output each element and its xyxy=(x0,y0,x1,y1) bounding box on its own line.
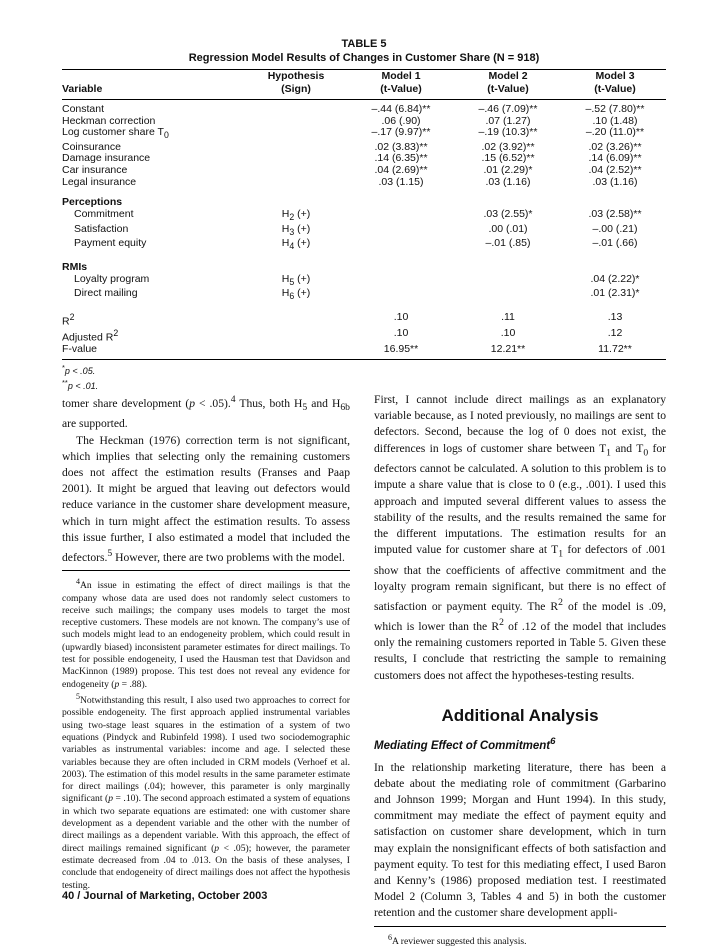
footnote-separator xyxy=(62,570,350,571)
page-footer: 40 / Journal of Marketing, October 2003 xyxy=(62,890,268,902)
footnotes xyxy=(374,932,666,948)
footnote-5: $^5$Notwithstanding this result, I also used two approaches to correct for possible endogeneity. The first approach applied instrumental variables using two-stage least squares in the estimation of a system of two equations (Pindyck and Rubinfeld 1998). I used two sociodemographic variables as instrumental variables: income and age. I selected these variables because they are often included in CRM models (Verhoef et al. 2003). The estimation of this model results in the same parameter estimate for direct mailings (.04); however, this parameter is only marginally significant (p = .10). The second approach estimated a system of equations in which two separate equations are estimated: one with customer share development as a dependent variable and the other with the number of direct mailings as a dependent variable. With this approach, the effect of direct mailings remained significant (p < .05); however, the parameter estimate decreased from .04 to .013. On the basis of these analyses, I conclude that endogeneity of direct mailings does not affect the hypothesis testing. xyxy=(62,691,351,891)
body-paragraph: In the relationship marketing literature, there has been a debate about the mediating role of commitment (Garbarino and Johnson 1999; Morgan and Hunt 1994). In this study, commitment may mediate the effect of payment equity and satisfaction on customer share development, which in turn may explain the nonsignificant effects of both satisfaction and payment equity. To test for this mediating effect, I used Baron and Kenny’s (1986) proposed mediation test. I reestimated Model 2 (Column 3, Tables 4 and 5) in both the customer retention and the customer share development appli- xyxy=(374,760,666,920)
table-row: F-value 16.95** 12.21** 11.72** xyxy=(62,343,632,356)
table-row: Payment equity $H_4$ (+) –.01 (.85) –.01 (.66) xyxy=(74,237,638,252)
table-footnote-2: **p < .01. xyxy=(62,377,99,391)
table-row: Car insurance .04 (2.69)** .01 (2.29)* .04 (2.52)** xyxy=(62,164,642,177)
table-row: Commitment $H_2$ (+) .03 (2.55)* .03 (2.58)** xyxy=(74,207,642,222)
table-header-row xyxy=(62,70,666,96)
regression-table-block xyxy=(62,38,666,392)
table-row: Legal insurance .03 (1.15) .03 (1.16) .03 (1.16) xyxy=(62,175,638,188)
table-row: Log customer share $T_0$ –.17 (9.97)** –.19 (10.3)** –.20 (11.0)** xyxy=(62,126,645,141)
table-footnotes xyxy=(62,362,666,392)
table-group-heading: Perceptions xyxy=(62,196,123,209)
body-paragraph: tomer share development (p < .05).$^4$ Thus, both $H_5$ and $H_{6b}$ are supported. xyxy=(62,394,350,431)
footnote-4: $^4$An issue in estimating the effect of direct mailings is that the company whose data are used does not randomly select customers to receive such mailings; the company uses models to target the most receptive customers. These models are not known. The company’s use of such models might lead to an endogeneity problem, which could result in (upwardly biased) inconsistent parameter estimates for direct mailings. To test for possible endogeneity, I used the Hausman test that Davidson and MacKinnon (1989) propose. This test does not reveal any evidence for endogeneity (p = .88). xyxy=(62,577,350,690)
footnotes xyxy=(62,576,350,892)
header-model-2: Model 2 (t-Value) xyxy=(487,70,529,95)
right-column xyxy=(374,392,666,948)
table-number: TABLE 5 xyxy=(341,38,387,50)
body-paragraph: First, I cannot include direct mailings as an explanatory variable because, as I noted previously, no mailings are sent to defectors. Second, because the log of 0 does not exist, the differences in logs of customer share between $T_1$ and $T_0$ for defectors cannot be calculated. A solution to this problem is to impute a share value that is close to 0 (e.g., .001). I used this approach and imputed several different values to assess the stability of the results, and the results remained the same for the different imputations. The estimation results for an imputed value for customer share at $T_1$ for defectors of .001 show that the coefficients of affective commitment and the loyalty program remain significant, but there is no effect of satisfaction or payment equity. The $R^2$ of the model is .09, which is lower than the $R^2$ of .12 of the model that includes only the remaining customers reported in Table 5. Given these results, I conclude that restricting the sample to remaining customers does not affect the hypotheses-testing results. xyxy=(374,393,667,682)
table-bottom-rule xyxy=(62,359,666,360)
table-footnote-1: *p < .05. xyxy=(62,362,96,376)
table-row: Adjusted $R^2$ .10 .10 .12 xyxy=(62,326,623,344)
header-variable: Variable xyxy=(62,83,103,95)
header-rule xyxy=(62,99,666,100)
subsection-heading: Mediating Effect of Commitment$^6$ xyxy=(374,735,556,752)
header-model-3: Model 3 (t-Value) xyxy=(594,70,636,95)
header-model-1: Model 1 (t-Value) xyxy=(380,70,422,95)
table-row: Satisfaction $H_3$ (+) .00 (.01) –.00 (.21) xyxy=(74,222,638,237)
body-paragraph: The Heckman (1976) correction term is not significant, which implies that selecting only the remaining customers does not affect the estimation results (Franses and Paap 2001). It might be argued that leaving out defectors would reduce variance in the customer share development measure, which in turn might affect the estimation results. To assess this issue further, I also estimated a model that included the defectors.$^5$ However, there are two problems with the model. xyxy=(62,433,350,564)
regression-table xyxy=(62,70,666,356)
table-row: Direct mailing $H_6$ (+) .01 (2.31)* xyxy=(74,287,640,302)
table-row: Loyalty program $H_5$ (+) .04 (2.22)* xyxy=(74,272,640,287)
table-row: $R^2$ .10 .11 .13 xyxy=(62,310,623,328)
header-hypothesis: Hypothesis (Sign) xyxy=(267,70,325,95)
table-title: Regression Model Results of Changes in Customer Share (N = 918) xyxy=(188,52,540,64)
table-row: Damage insurance .14 (6.35)** .15 (6.52)** .14 (6.09)** xyxy=(62,152,642,165)
table-row: Heckman correction .06 (.90) .07 (1.27) .10 (1.48) xyxy=(62,114,638,127)
footnote-6: $^6$A reviewer suggested this analysis. xyxy=(388,932,527,947)
section-heading: Additional Analysis xyxy=(441,705,599,725)
table-row: Coinsurance .02 (3.83)** .02 (3.92)** .02 (3.26)** xyxy=(62,140,642,153)
footnote-separator xyxy=(374,926,666,927)
table-group-heading: RMIs xyxy=(62,260,88,273)
left-column xyxy=(62,392,350,892)
table-row: Constant –.44 (6.84)** –.46 (7.09)** –.52 (7.80)** xyxy=(62,103,645,115)
